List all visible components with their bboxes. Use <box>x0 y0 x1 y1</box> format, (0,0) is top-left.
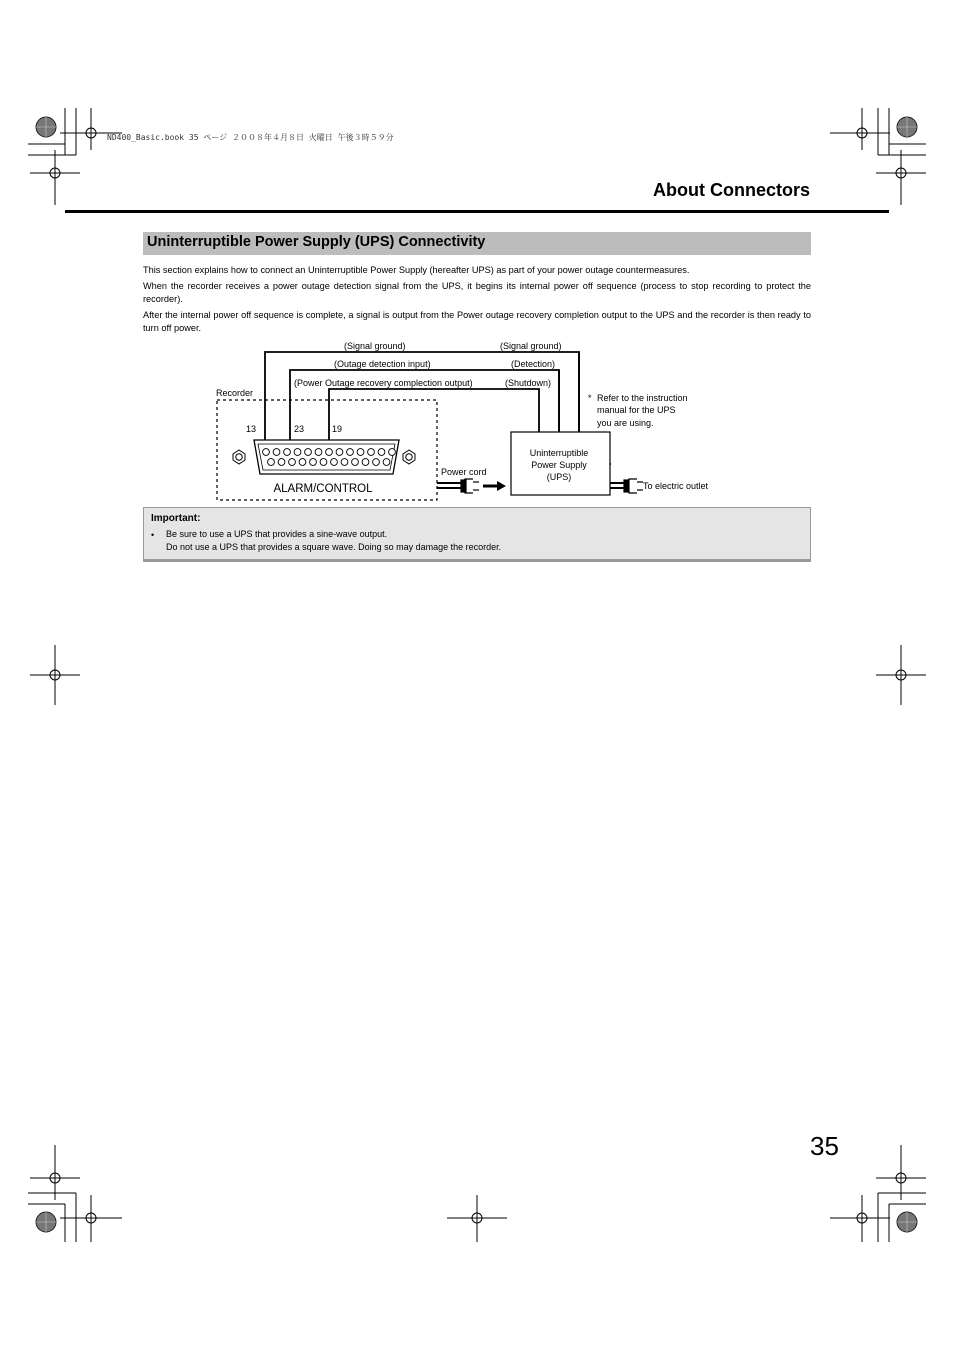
alarm-control-label: ALARM/CONTROL <box>273 483 373 495</box>
ups-label-line1: Uninterruptible <box>529 448 589 458</box>
note-marker: * <box>588 393 592 403</box>
note-line2: manual for the UPS <box>597 405 676 415</box>
ups-label-line2: Power Supply <box>531 460 587 470</box>
heading-rule <box>65 210 889 213</box>
outlet-label: To electric outlet <box>643 481 709 491</box>
signal-ground-label-right: (Signal ground) <box>500 341 562 351</box>
section-bar <box>143 232 811 255</box>
ups-connection-diagram <box>143 336 811 506</box>
ups-label-line3: (UPS) <box>546 472 572 482</box>
bullet-icon: • <box>151 530 155 540</box>
power-cord-plug <box>437 479 479 493</box>
detection-label: (Detection) <box>511 359 556 369</box>
recorder-label: Recorder <box>216 388 254 398</box>
paragraph: After the internal power off sequence is complete, a signal is output from the Power outage recovery completion output to the UPS and the recorder is then ready to turn off power. <box>143 310 811 333</box>
page-number: 35 <box>810 1131 839 1161</box>
paragraph: This section explains how to connect an Uninterruptible Power Supply (hereafter UPS) as part of your power outage countermeasures. <box>143 265 690 275</box>
power-cord-label: Power cord <box>441 467 487 477</box>
important-line: Do not use a UPS that provides a square wave. Doing so may damage the recorder. <box>166 542 502 552</box>
note-line3: you are using. <box>597 418 654 428</box>
important-line: Be sure to use a UPS that provides a sine-wave output. <box>166 529 388 539</box>
recovery-output-label: (Power Outage recovery complection output) <box>294 378 473 388</box>
alarm-control-connector <box>233 440 415 474</box>
outlet-plug <box>610 479 643 493</box>
important-box <box>143 507 811 562</box>
outage-detection-input-label: (Outage detection input) <box>334 359 431 369</box>
print-header: ND400_Basic.book 35 ページ ２００８年４月８日 火曜日 午後３時５９分 <box>107 133 394 142</box>
pin-23-label: 23 <box>294 424 305 434</box>
important-title: Important: <box>151 513 201 524</box>
body-text <box>143 264 811 338</box>
arrow-icon <box>483 481 506 491</box>
section-title: Uninterruptible Power Supply (UPS) Connectivity <box>147 234 486 250</box>
paragraph: When the recorder receives a power outage detection signal from the UPS, it begins its internal power off sequence (process to stop recording to protect the recorder). <box>143 281 811 304</box>
shutdown-label: (Shutdown) <box>505 378 552 388</box>
signal-ground-label-left: (Signal ground) <box>344 341 406 351</box>
page-heading: About Connectors <box>653 180 810 200</box>
pin-13-label: 13 <box>246 424 257 434</box>
note-line1: Refer to the instruction <box>597 393 688 403</box>
pin-19-label: 19 <box>332 424 343 434</box>
